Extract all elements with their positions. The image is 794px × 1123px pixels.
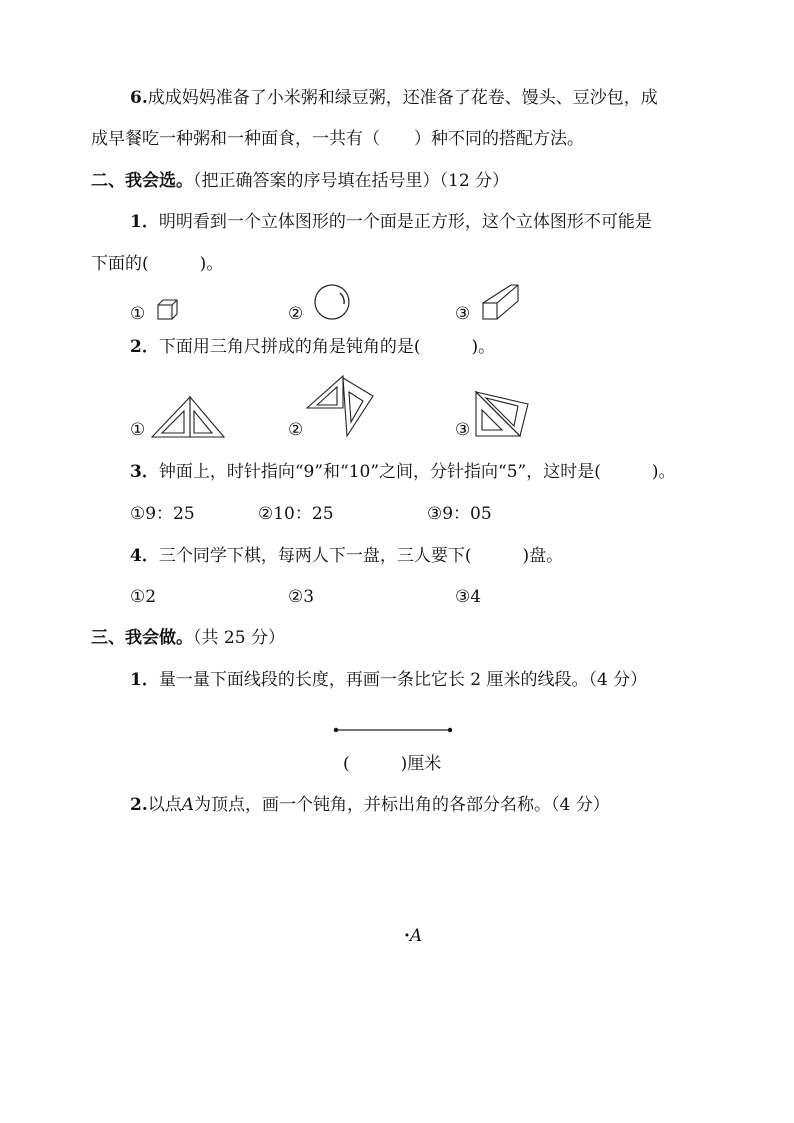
option-1: ①9：25 <box>130 504 195 524</box>
section-note: （把正确答案的序号填在括号里）（12 分） <box>193 171 510 191</box>
question-2-1-line-2: 下面的( )。 <box>91 254 224 274</box>
line-segment <box>332 724 454 736</box>
question-text: 量一量下面线段的长度，再画一条比它长 2 厘米的线段。（4 分） <box>158 670 648 690</box>
question-2-3 <box>130 460 676 484</box>
question-1-6-line-1 <box>130 86 658 110</box>
option-3: ③4 <box>455 587 482 607</box>
question-number: 2． <box>130 337 159 357</box>
option-mark: ③ <box>455 420 471 440</box>
question-text: 为顶点，画一个钝角，并标出角的各部分名称。（4 分） <box>194 795 610 815</box>
option-mark: ② <box>288 304 304 324</box>
question-2-1-line-1 <box>130 210 652 234</box>
question-text: 钟面上，时针指向“9”和“10”之间，分针指向“5”，这时是( )。 <box>158 462 676 482</box>
sphere-icon <box>312 282 352 322</box>
point-a-label: A <box>409 926 423 946</box>
section-note: （共 25 分） <box>193 628 285 648</box>
point-a: ·A <box>404 926 423 946</box>
question-3-2 <box>130 793 610 817</box>
cube-icon <box>156 298 180 322</box>
length-answer-blank[interactable]: ( )厘米 <box>343 754 442 774</box>
question-2-4 <box>130 544 563 568</box>
question-text: 以点 <box>147 795 182 815</box>
option-3: ③9：05 <box>427 504 492 524</box>
question-number: 1． <box>130 212 159 232</box>
question-number: 6. <box>130 88 148 108</box>
question-number: 4． <box>130 546 159 566</box>
section-2-heading <box>91 169 509 193</box>
section-title: 三、我会做。 <box>91 628 193 648</box>
question-text: 三个同学下棋，每两人下一盘，三人要下( )盘。 <box>158 546 564 566</box>
section-title: 二、我会选。 <box>91 171 193 191</box>
set-square-angle-1-icon <box>150 393 226 439</box>
question-2-2 <box>130 335 495 359</box>
set-square-angle-2-icon <box>303 374 375 438</box>
cuboid-icon <box>481 283 521 323</box>
question-text: 下面用三角尺拼成的角是钝角的是( )。 <box>158 337 496 357</box>
question-number: 2. <box>130 795 148 815</box>
question-number: 1． <box>130 670 159 690</box>
option-mark: ① <box>130 304 146 324</box>
question-number: 3． <box>130 462 159 482</box>
section-3-heading <box>91 626 285 650</box>
option-mark: ③ <box>455 304 471 324</box>
option-mark: ① <box>130 420 146 440</box>
set-square-angle-3-icon <box>472 386 532 440</box>
option-1: ①2 <box>130 587 157 607</box>
question-3-1 <box>130 668 647 692</box>
option-2: ②10：25 <box>258 504 334 524</box>
question-text: 明明看到一个立体图形的一个面是正方形，这个立体图形不可能是 <box>158 212 652 232</box>
option-2: ②3 <box>288 587 315 607</box>
option-mark: ② <box>288 420 304 440</box>
question-1-6-line-2: 成早餐吃一种粥和一种面食，一共有（ ）种不同的搭配方法。 <box>91 129 584 149</box>
point-name: A <box>181 795 195 815</box>
question-text: 成成妈妈准备了小米粥和绿豆粥，还准备了花卷、馒头、豆沙包，成 <box>147 88 658 108</box>
